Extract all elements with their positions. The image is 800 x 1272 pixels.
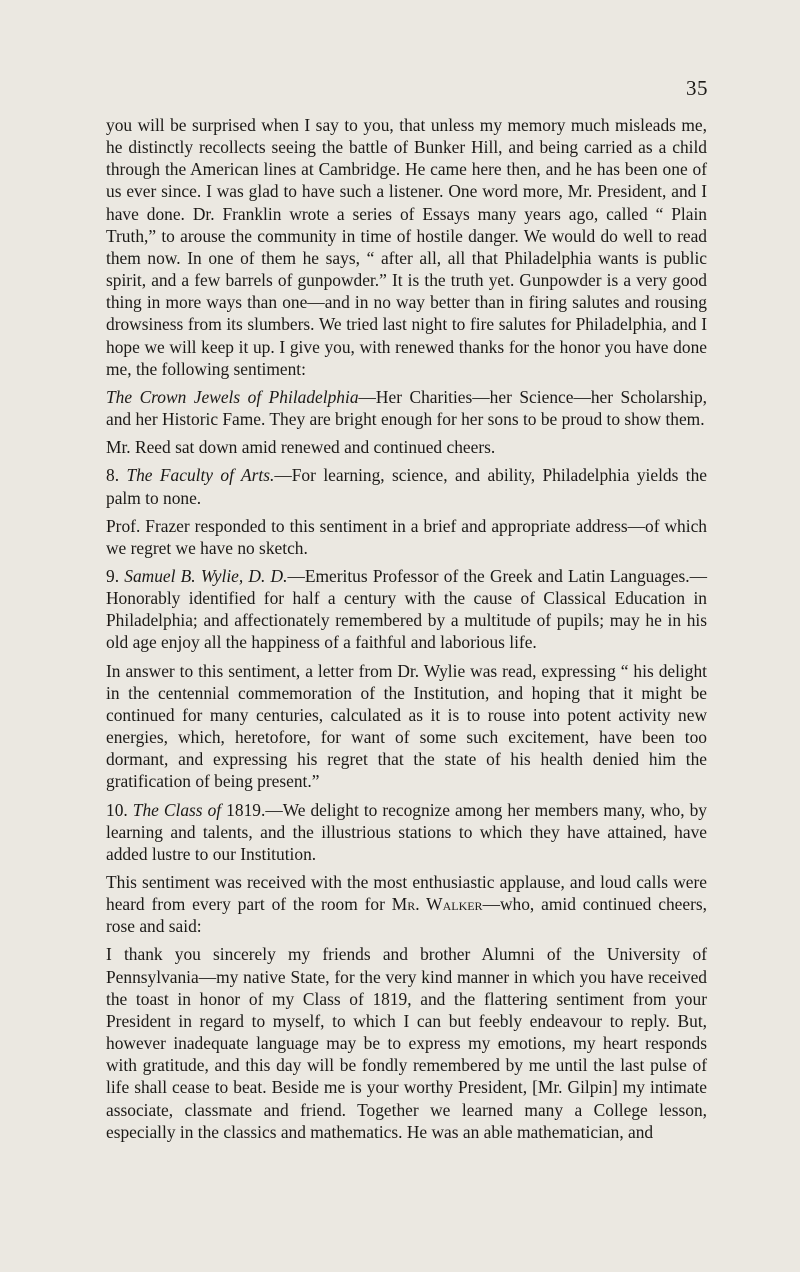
body-text [106,114,707,1149]
paragraph-10 [106,943,707,1142]
paragraph-6 [106,565,707,654]
paragraph-text: I thank you sincerely my friends and brother Alumni of the University of Pennsylvania—my native State, for the very kind manner in which you have received the toast in honor of my Class of 1819, and the flattering sentiment from your President in regard to myself, to which I can but feebly endeavour to reply. But, however inadequate language may be to express my emotions, my heart responds with gratitude, and this day will be fondly remembered by me until the last pulse of life shall cease to beat. Beside me is your worthy President, [Mr. Gilpin] my intimate associate, classmate and friend. Together we learned many a College lesson, especially in the classics and mathematics. He was an able mathematician, and [106,944,707,1142]
sentiment-title: Samuel B. Wylie, D. D. [124,565,288,586]
paragraph-text: you will be surprised when I say to you, that unless my memory much misleads me, he distinctly recollects seeing the battle of Bunker Hill, and being carried as a child through the American lines at Cambridge. He came here then, and he has been one of us ever since. I was glad to have such a listener. One word more, Mr. President, and I have done. Dr. Franklin wrote a series of Essays many years ago, called “ Plain Truth,” to arouse the community in time of hostile danger. We would do well to read them now. In one of them he says, “ after all, all that Philadelphia wants is public spirit, and a few barrels of gunpowder.” It is the truth yet. Gunpowder is a very good thing in more ways than one—and in no way better than in firing salutes and rousing drowsiness from its slumbers. We tried last night to fire salutes for Philadelphia, and I hope we will keep it up. I give you, with renewed thanks for the honor you have done me, the following sentiment: [106,115,707,379]
paragraph-text: —Her Charities—her Science—her Scholarship, and her Historic Fame. They are bright enough for her sons to be proud to show them. [106,386,708,430]
sentiment-title: The Faculty of Arts. [126,465,275,486]
paragraph-text: Prof. Frazer responded to this sentiment in a brief and appropriate address—of which we regret we have no sketch. [106,515,707,558]
paragraph-2 [106,386,707,430]
sentiment-number: 8. [106,465,127,486]
page-number: 35 [686,76,708,100]
sentiment-title: The Crown Jewels of Philadelphia [106,386,359,407]
paragraph-text: —who, amid continued cheers, rose and said: [106,894,707,937]
paragraph-text: —We delight to recognize among her members many, who, by learning and talents, and the illustrious stations to which they have attained, have added lustre to our Institution. [106,799,707,864]
sentiment-title: The Class of [132,799,222,820]
paragraph-text: —For learning, science, and ability, Philadelphia yields the palm to none. [106,465,708,508]
paragraph-9 [106,871,707,937]
paragraph-text: Mr. Reed sat down amid renewed and continued cheers. [106,437,496,458]
paragraph-text: —Emeritus Professor of the Greek and Latin Languages.—Honorably identified for half a century with the cause of Classical Education in Philadelphia; and affectionately remembered by a multitude of pupils; may he in his old age enjoy all the happiness of a faithful and laborious life. [106,565,707,653]
speaker-name: Mr. Walker [391,894,483,915]
sentiment-year: 1819. [221,799,266,820]
sentiment-number: 10. [106,799,133,820]
paragraph-8 [106,799,707,865]
paragraph-text: In answer to this sentiment, a letter from Dr. Wylie was read, expressing “ his delight in the centennial commemoration of the Institution, and hoping that it might be continued for many centuries, calculated as it is to rouse into potent activity new energies, which, heretofore, for want of some such excitement, have been too dormant, and expressing his regret that the state of his health denied him the gratification of being present.” [106,660,707,792]
paragraph-text: This sentiment was received with the most enthusiastic applause, and loud calls were heard from every part of the room for [106,872,707,915]
paragraph-4 [106,464,707,508]
paragraph-5 [106,515,707,559]
sentiment-number: 9. [106,565,125,586]
paragraph-7 [106,660,707,793]
paragraph-3 [106,436,707,458]
paragraph-1 [106,114,707,380]
